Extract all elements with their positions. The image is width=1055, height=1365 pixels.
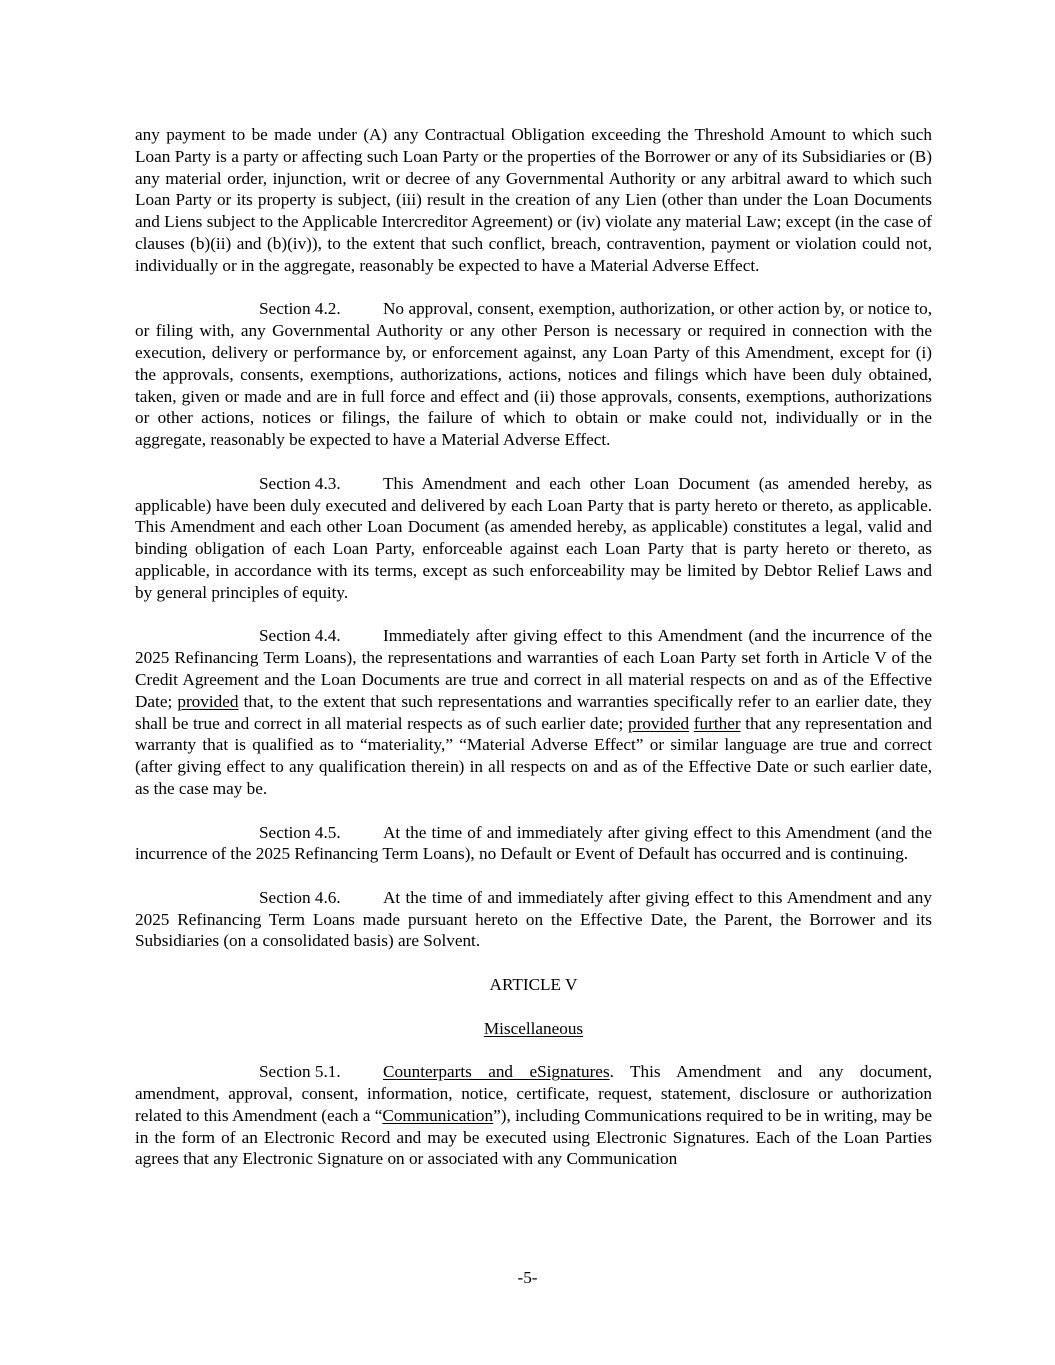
section-label: Section 4.3. (259, 473, 341, 493)
paragraph-continuation (135, 124, 932, 277)
section-5-1 (135, 1061, 932, 1170)
section-text: that any representation and warranty that is qualified as to “materiality,” “Material Adverse Effect” or similar language are true and correct (after giving effect to any qualification therein) in all respects on and as of the Effective Date or such earlier date, as the case may be. (135, 713, 933, 798)
section-4-3 (135, 473, 932, 604)
section-4-6 (135, 887, 932, 952)
section-label: Section 4.4. (259, 626, 341, 646)
document-page (135, 124, 932, 1192)
article-heading: ARTICLE V (489, 975, 578, 995)
section-text: This Amendment and each other Loan Document (as amended hereby, as applicable) have been duly executed and delivered by each Loan Party that is party hereto or thereto, as applicable. This Amendment and each other Loan Document (as amended hereby, as applicable) constitutes a legal, valid and binding obligation of each Loan Party, enforceable against each Loan Party that is party hereto or thereto, as applicable, in accordance with its terms, except as such enforceability may be limited by Debtor Relief Laws and by general principles of equity. (135, 473, 932, 602)
section-4-5 (135, 822, 932, 866)
section-4-2 (135, 298, 932, 451)
provided-term: provided (177, 691, 239, 711)
further-term: further (693, 713, 741, 733)
section-title: Counterparts and eSignatures (383, 1062, 610, 1082)
section-text: ”), including Communications required to be in writing, may be in the form of an Electronic Record and may be executed using Electronic Signatures. Each of the Loan Parties agrees that any Electronic Signature on or associated with any Communication (135, 1105, 932, 1169)
defined-term: Communication (382, 1105, 494, 1125)
provided-term: provided (628, 713, 690, 733)
paragraph-text: any payment to be made under (A) any Contractual Obligation exceeding the Threshold Amount to which such Loan Party is a party or affecting such Loan Party or the properties of the Borrower or any of its Subsidiaries or (B) any material order, injunction, writ or decree of any Governmental Authority or any arbitral award to which such Loan Party or its property is subject, (iii) result in the creation of any Lien (other than under the Loan Documents and Liens subject to the Applicable Intercreditor Agreement) or (iv) violate any material Law; except (in the case of clauses (b)(ii) and (b)(iv)), to the extent that such conflict, breach, contravention, payment or violation could not, individually or in the aggregate, reasonably be expected to have a Material Adverse Effect. (135, 125, 932, 275)
section-label: Section 4.6. (259, 887, 341, 907)
article-title (135, 1018, 932, 1040)
section-text: Immediately after giving effect to this Amendment (and the incurrence of the 2025 Refinancing Term Loans), the representations and warranties of each Loan Party set forth in Article V of the Credit Agreement and the Loan Documents are true and correct in all material respects on and as of the Effective Date; (135, 626, 932, 711)
section-text: No approval, consent, exemption, authorization, or other action by, or notice to, or filing with, any Governmental Authority or any other Person is necessary or required in connection with the execution, delivery or performance by, or enforcement against, any Loan Party of this Amendment, except for (i) the approvals, consents, exemptions, authorizations, actions, notices and filings which have been duly obtained, taken, given or made and are in full force and effect and (ii) those approvals, consents, exemptions, authorizations or other actions, notices or filings, the failure of which to obtain or make could not, individually or in the aggregate, reasonably be expected to have a Material Adverse Effect. (135, 299, 932, 450)
page-number: -5- (517, 1268, 538, 1287)
section-label: Section 4.2. (259, 299, 341, 319)
section-text: At the time of and immediately after giving effect to this Amendment and any 2025 Refinancing Term Loans made pursuant hereto on the Effective Date, the Parent, the Borrower and its Subsidiaries (on a consolidated basis) are Solvent. (135, 887, 932, 951)
section-text: At the time of and immediately after giving effect to this Amendment (and the incurrence of the 2025 Refinancing Term Loans), no Default or Event of Default has occurred and is continuing. (135, 822, 932, 864)
section-text: that, to the extent that such representations and warranties specifically refer to an earlier date, they shall be true and correct in all material respects as of such earlier date; (135, 691, 932, 733)
article-title-text: Miscellaneous (483, 1018, 584, 1038)
section-text: . This Amendment and any document, amendment, approval, consent, information, notice, certificate, request, statement, disclosure or authorization related to this Amendment (each a “ (135, 1062, 933, 1125)
section-label: Section 5.1. (259, 1062, 341, 1082)
section-4-4 (135, 625, 932, 799)
section-label: Section 4.5. (259, 822, 341, 842)
